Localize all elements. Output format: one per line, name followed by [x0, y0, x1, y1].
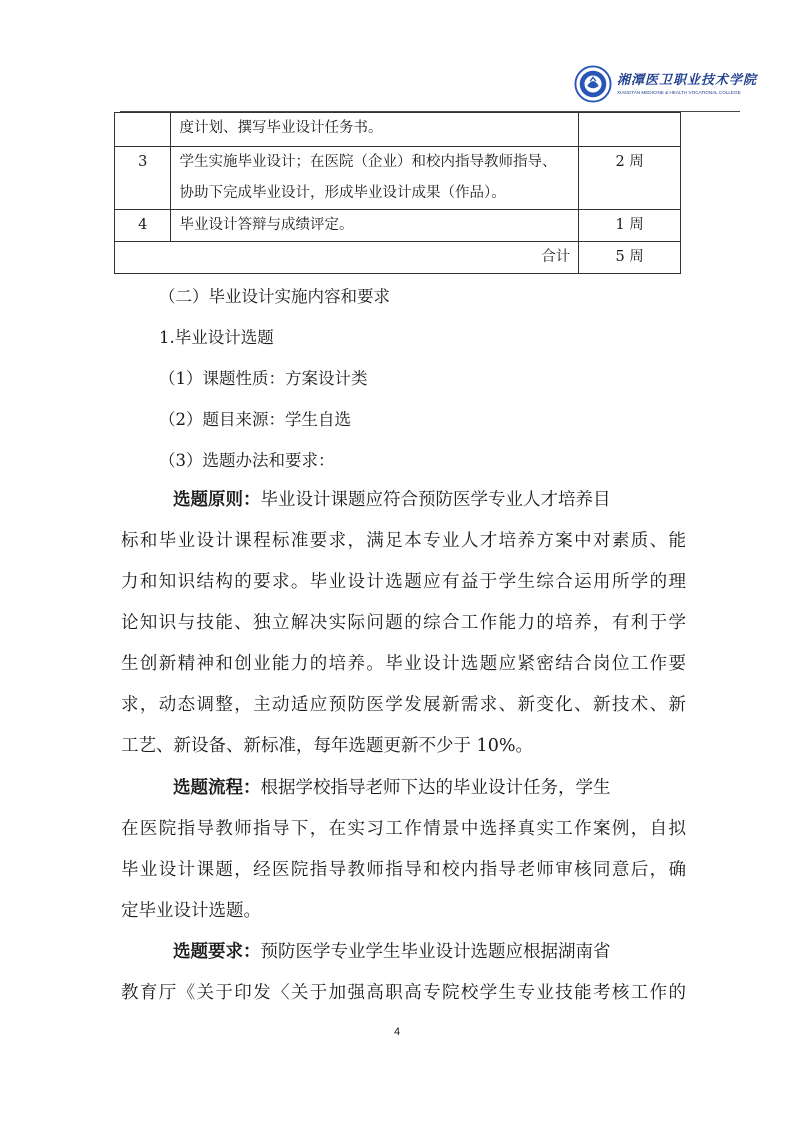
paragraph-line: 预防医学专业学生毕业设计选题应根据湖南省 — [260, 942, 611, 962]
table-row — [115, 210, 681, 242]
paragraph-line: 论知识与技能、独立解决实际问题的综合工作能力的培养，有利于学 — [121, 613, 686, 633]
row-content-line: 学生实施毕业设计；在医院（企业）和校内指导教师指导、 — [179, 154, 557, 170]
paragraph-line: 定毕业设计选题。 — [121, 901, 261, 921]
row-content-line: 度计划、撰写毕业设计任务书。 — [179, 120, 383, 136]
process-paragraph — [121, 768, 686, 932]
schedule-table — [114, 112, 681, 274]
page-number: 4 — [394, 1026, 401, 1038]
school-name-cn: 湘潭医卫职业技术学院 — [617, 72, 758, 88]
school-emblem-icon — [574, 65, 612, 103]
row-number: 4 — [115, 210, 171, 242]
paragraph-line: 工艺、新设备、新标准，每年选题更新不少于 10%。 — [121, 736, 533, 756]
table-row — [115, 147, 681, 210]
paragraph-line: 求，动态调整，主动适应预防医学发展新需求、新变化、新技术、新 — [121, 695, 686, 715]
list-item: （1）课题性质：方案设计类 — [159, 369, 368, 388]
principle-label: 选题原则： — [173, 490, 261, 510]
total-weeks: 5 周 — [579, 242, 681, 274]
row-number: 3 — [115, 147, 171, 210]
process-label: 选题流程： — [173, 778, 261, 798]
paragraph-line: 毕业设计课题应符合预防医学专业人才培养目 — [260, 490, 611, 510]
row-weeks: 1 周 — [579, 210, 681, 242]
paragraph-line: 教育厅《关于印发〈关于加强高职高专院校学生专业技能考核工作的 — [121, 983, 686, 1003]
row-content-line: 协助下完成毕业设计，形成毕业设计成果（作品）。 — [179, 185, 506, 201]
principle-paragraph — [121, 480, 686, 767]
list-item: （2）题目来源：学生自选 — [159, 410, 351, 429]
table-row — [115, 113, 681, 147]
row-weeks: 2 周 — [579, 147, 681, 210]
paragraph-line: 标和毕业设计课程标准要求，满足本专业人才培养方案中对素质、能 — [121, 531, 686, 551]
row-content — [171, 147, 579, 210]
subsection-heading: 1.毕业设计选题 — [159, 328, 274, 347]
requirement-paragraph — [121, 932, 686, 1014]
table-total-row — [115, 242, 681, 274]
row-number — [115, 113, 171, 147]
school-logo — [574, 64, 758, 104]
paragraph-line: 在医院指导教师指导下，在实习工作情景中选择真实工作案例，自拟 — [121, 819, 686, 839]
row-content — [171, 113, 579, 147]
paragraph-line: 生创新精神和创业能力的培养。毕业设计选题应紧密结合岗位工作要 — [121, 654, 686, 674]
requirement-label: 选题要求： — [173, 942, 261, 962]
row-weeks — [579, 113, 681, 147]
section-heading: （二）毕业设计实施内容和要求 — [159, 287, 390, 306]
school-name-en: XIANGTAN MEDICINE & HEALTH VOCATIONAL COLLEGE — [617, 89, 741, 95]
row-content-line: 毕业设计答辩与成绩评定。 — [179, 217, 354, 233]
paragraph-line: 力和知识结构的要求。毕业设计选题应有益于学生综合运用所学的理 — [121, 572, 686, 592]
list-item: （3）选题办法和要求： — [159, 451, 335, 470]
total-label: 合计 — [115, 242, 579, 274]
row-content — [171, 210, 579, 242]
paragraph-line: 根据学校指导老师下达的毕业设计任务，学生 — [260, 778, 611, 798]
paragraph-line: 毕业设计课题，经医院指导教师指导和校内指导老师审核同意后，确 — [121, 860, 686, 880]
